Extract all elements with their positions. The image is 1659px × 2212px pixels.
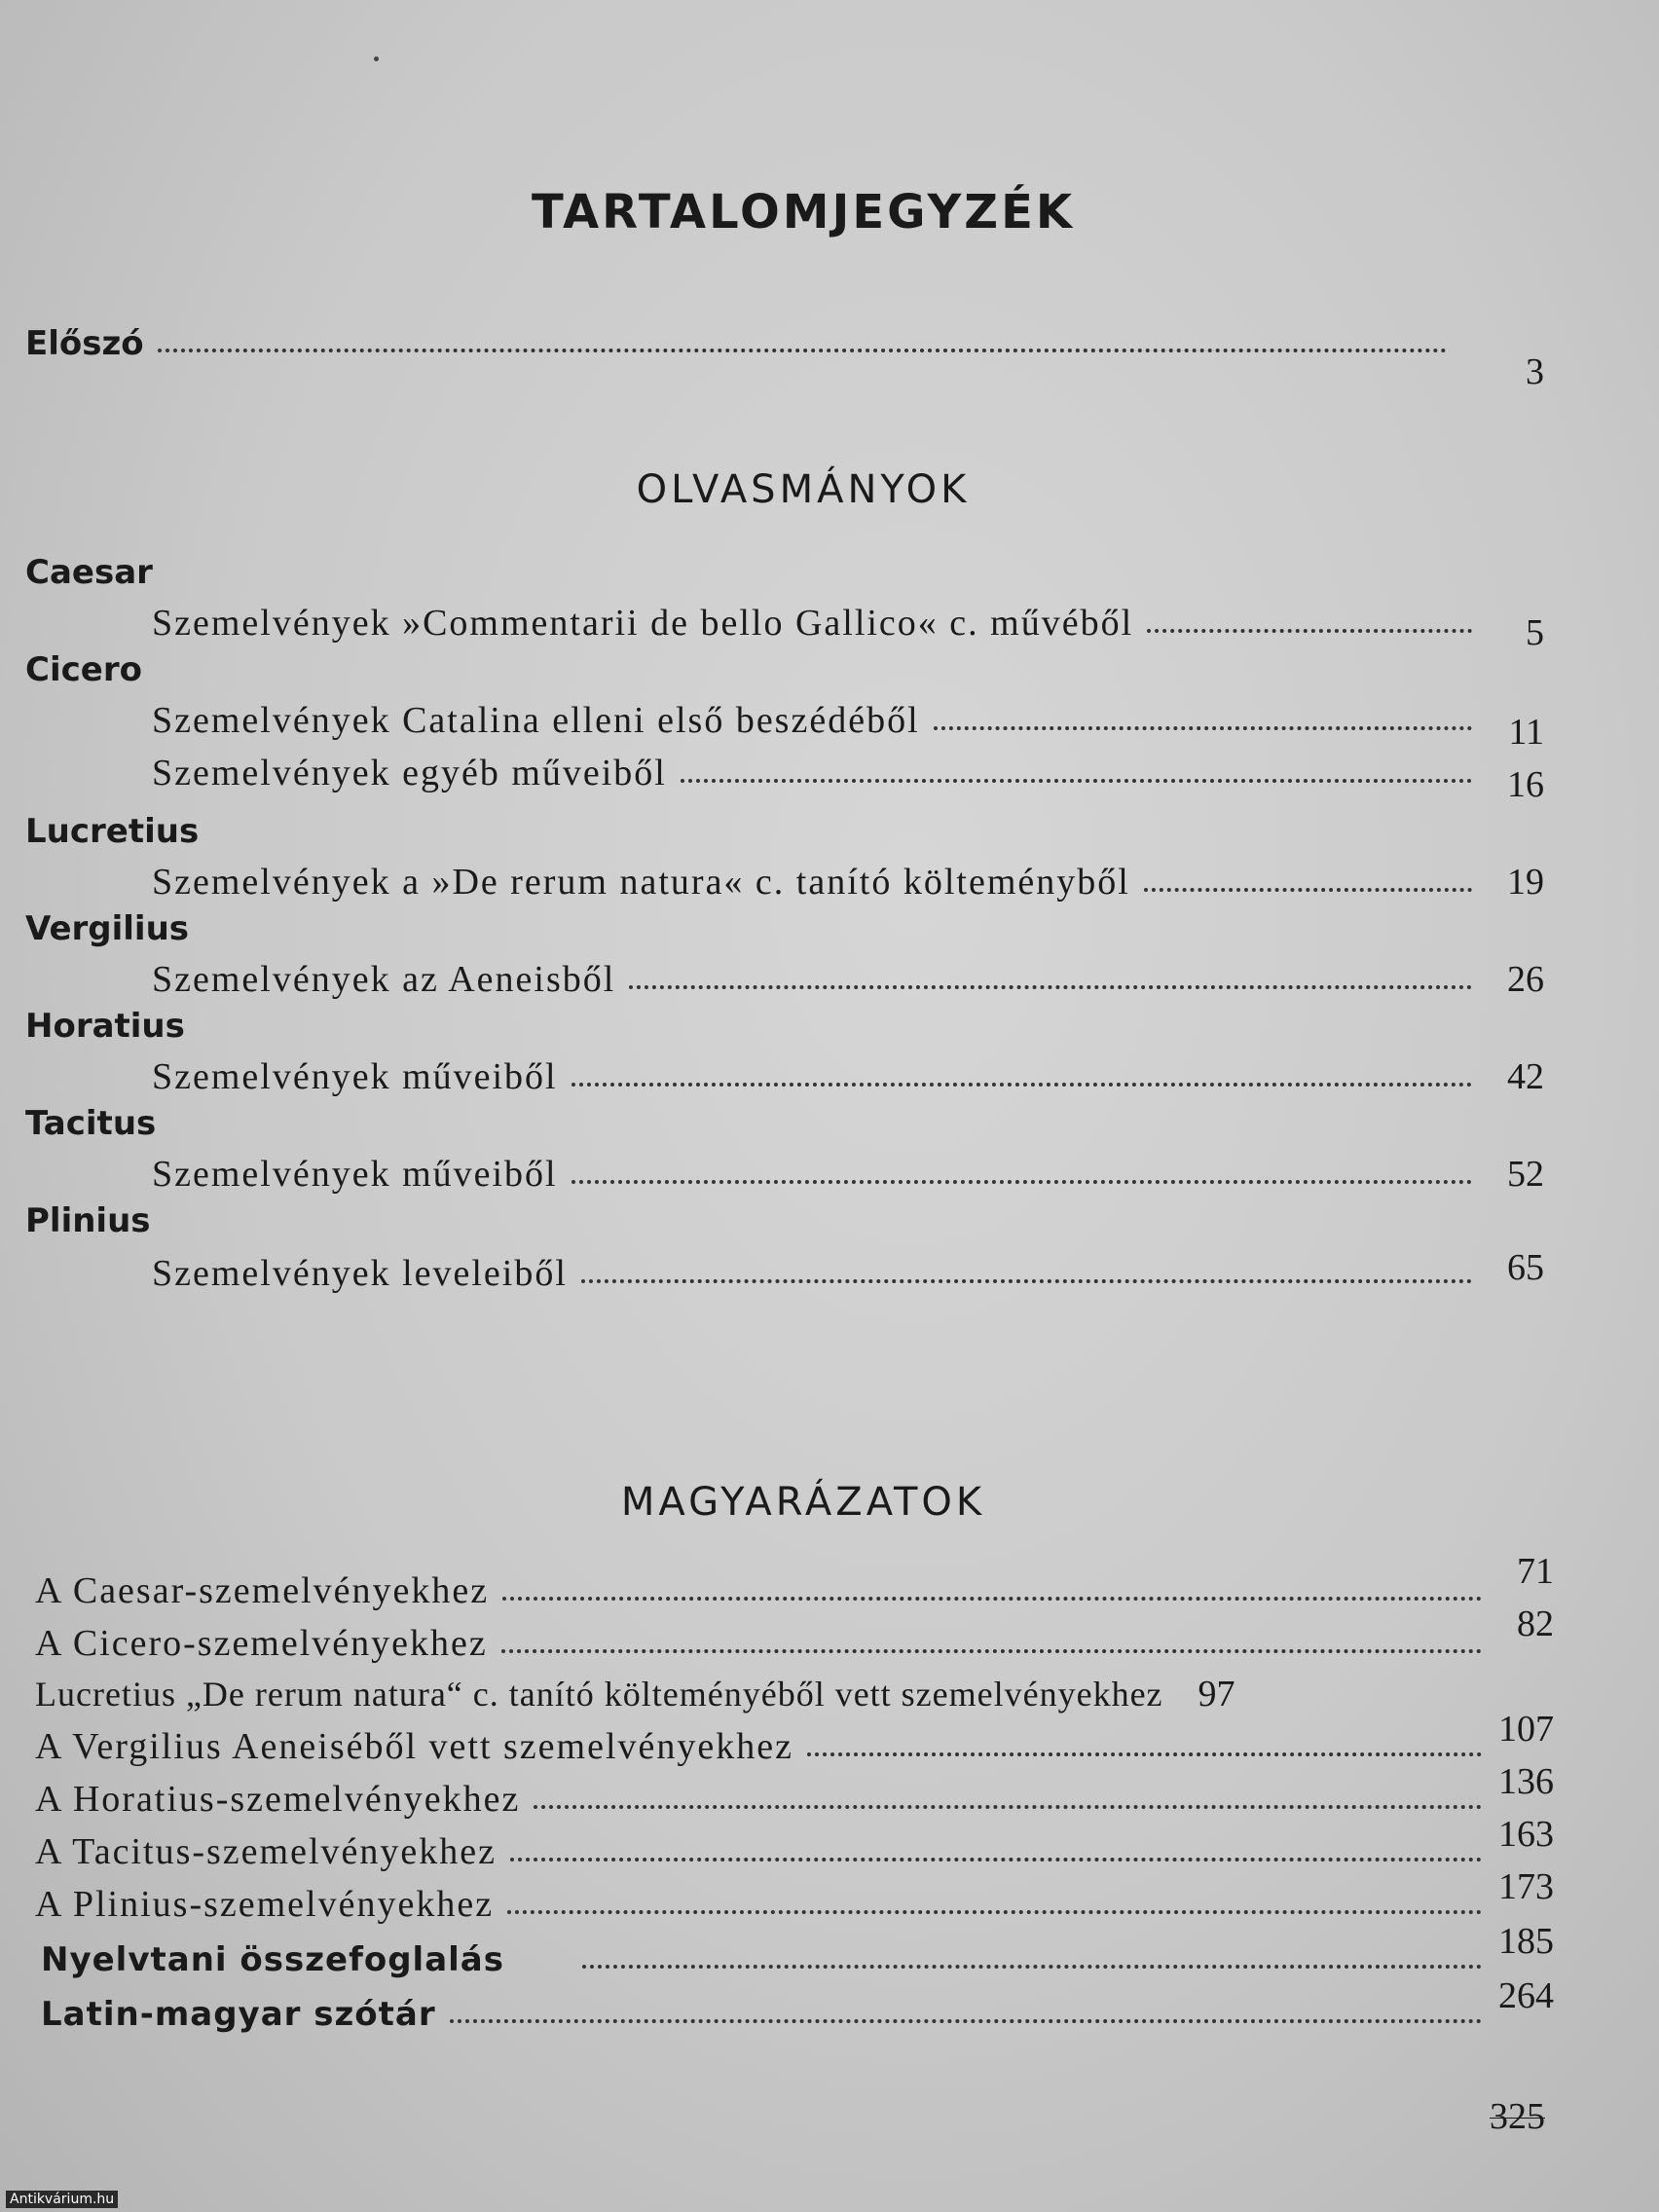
dot-leader [581,1279,1472,1283]
toc-label: A Caesar-szemelvényekhez [35,1570,490,1611]
toc-page-number: 107 [1498,1709,1554,1750]
toc-row [152,1247,1544,1303]
dot-leader [582,1965,1482,1969]
toc-label: Szemelvények a »De rerum natura« c. tanító költeményből [152,862,1130,903]
toc-label: A Tacitus-szemelvényekhez [35,1831,497,1872]
toc-label: Szemelvények műveiből [152,1056,558,1097]
toc-page-number: 26 [1507,959,1544,1000]
toc-label: Szemelvények műveiből [152,1154,558,1195]
toc-row [41,1921,1554,1988]
toc-page-number: 264 [1498,1975,1554,2016]
toc-row [152,1153,1544,1203]
page-number: 325 [1490,2096,1545,2137]
toc-row-preface [25,321,1544,392]
toc-page-number: 71 [1517,1551,1554,1592]
toc-page-number: 42 [1507,1056,1544,1097]
toc-label: Előszó [25,324,144,363]
toc-label: Nyelvtani összefoglalás [41,1940,504,1979]
toc-label: Lucretius „De rerum natura“ c. tanító költeményéből vett szemelvényekhez [35,1675,1163,1714]
dot-leader [502,1597,1482,1601]
author-cicero: Cicero [25,650,142,689]
dot-leader [681,779,1472,783]
author-vergilius: Vergilius [25,909,190,948]
toc-row [152,958,1544,1009]
toc-label: Szemelvények az Aeneisből [152,959,616,1000]
toc-label: A Vergilius Aeneiséből vett szemelvényekhez [35,1726,793,1767]
author-plinius: Plinius [25,1201,151,1240]
dot-leader [807,1752,1482,1756]
toc-label: Szemelvények Catalina elleni első beszédéből [152,700,920,741]
dot-leader [534,1805,1482,1809]
author-caesar: Caesar [25,553,153,592]
toc-page-number: 97 [1198,1674,1235,1714]
toc-row [152,602,1544,652]
toc-page-number: 173 [1498,1866,1554,1907]
toc-row [35,1814,1554,1881]
toc-row [35,1709,1554,1776]
toc-row [35,1551,1554,1620]
toc-label: Szemelvények leveleiből [152,1253,568,1294]
toc-page-number: 5 [1526,612,1544,653]
toc-label: Latin-magyar szótár [41,1995,436,2034]
toc-page-number: 185 [1498,1921,1554,1962]
toc-row [152,1055,1544,1106]
dot-leader [158,349,1447,352]
dot-leader [450,2019,1482,2023]
toc-label: A Horatius-szemelvényekhez [35,1779,521,1820]
toc-page-number: 52 [1507,1154,1544,1195]
toc-page-number: 65 [1507,1247,1544,1288]
section-heading-magyarazatok: MAGYARÁZATOK [620,1480,986,1525]
dot-leader [571,1083,1472,1087]
toc-page-number: 136 [1498,1761,1554,1802]
author-tacitus: Tacitus [25,1104,157,1143]
toc-label: Szemelvények egyéb műveiből [152,753,667,793]
toc-row [35,1673,1554,1723]
dot-leader [510,1858,1482,1862]
dot-leader [507,1910,1482,1914]
toc-page-number: 16 [1507,764,1544,805]
toc-page-number: 19 [1507,862,1544,903]
toc-page-number: 163 [1498,1814,1554,1855]
toc-row [41,1975,1554,2043]
dot-leader [629,985,1472,989]
dot-leader [571,1180,1472,1184]
toc-row [35,1604,1554,1673]
toc-label: A Cicero-szemelvényekhez [35,1623,488,1664]
toc-label: A Plinius-szemelvényekhez [35,1884,495,1925]
watermark: Antikvárium.hu [6,2191,118,2208]
speck [374,56,379,61]
author-horatius: Horatius [25,1007,185,1046]
toc-row [35,1761,1554,1828]
author-lucretius: Lucretius [25,812,200,851]
dot-leader [501,1649,1482,1653]
page-title: TARTALOMJEGYZÉK [531,185,1076,240]
toc-page-number: 82 [1517,1604,1554,1644]
toc-label: Szemelvények »Commentarii de bello Gallico« c. művéből [152,603,1134,644]
dot-leader [934,726,1472,730]
dot-leader [1147,629,1472,633]
toc-row [152,861,1544,911]
toc-row [35,1866,1554,1934]
toc-page-number: 11 [1508,712,1544,753]
toc-page-number: 3 [1526,351,1544,392]
section-heading-olvasmanyok: OLVASMÁNYOK [636,467,971,512]
dot-leader [1144,888,1472,892]
toc-row [152,699,1544,753]
toc-row [152,752,1544,805]
